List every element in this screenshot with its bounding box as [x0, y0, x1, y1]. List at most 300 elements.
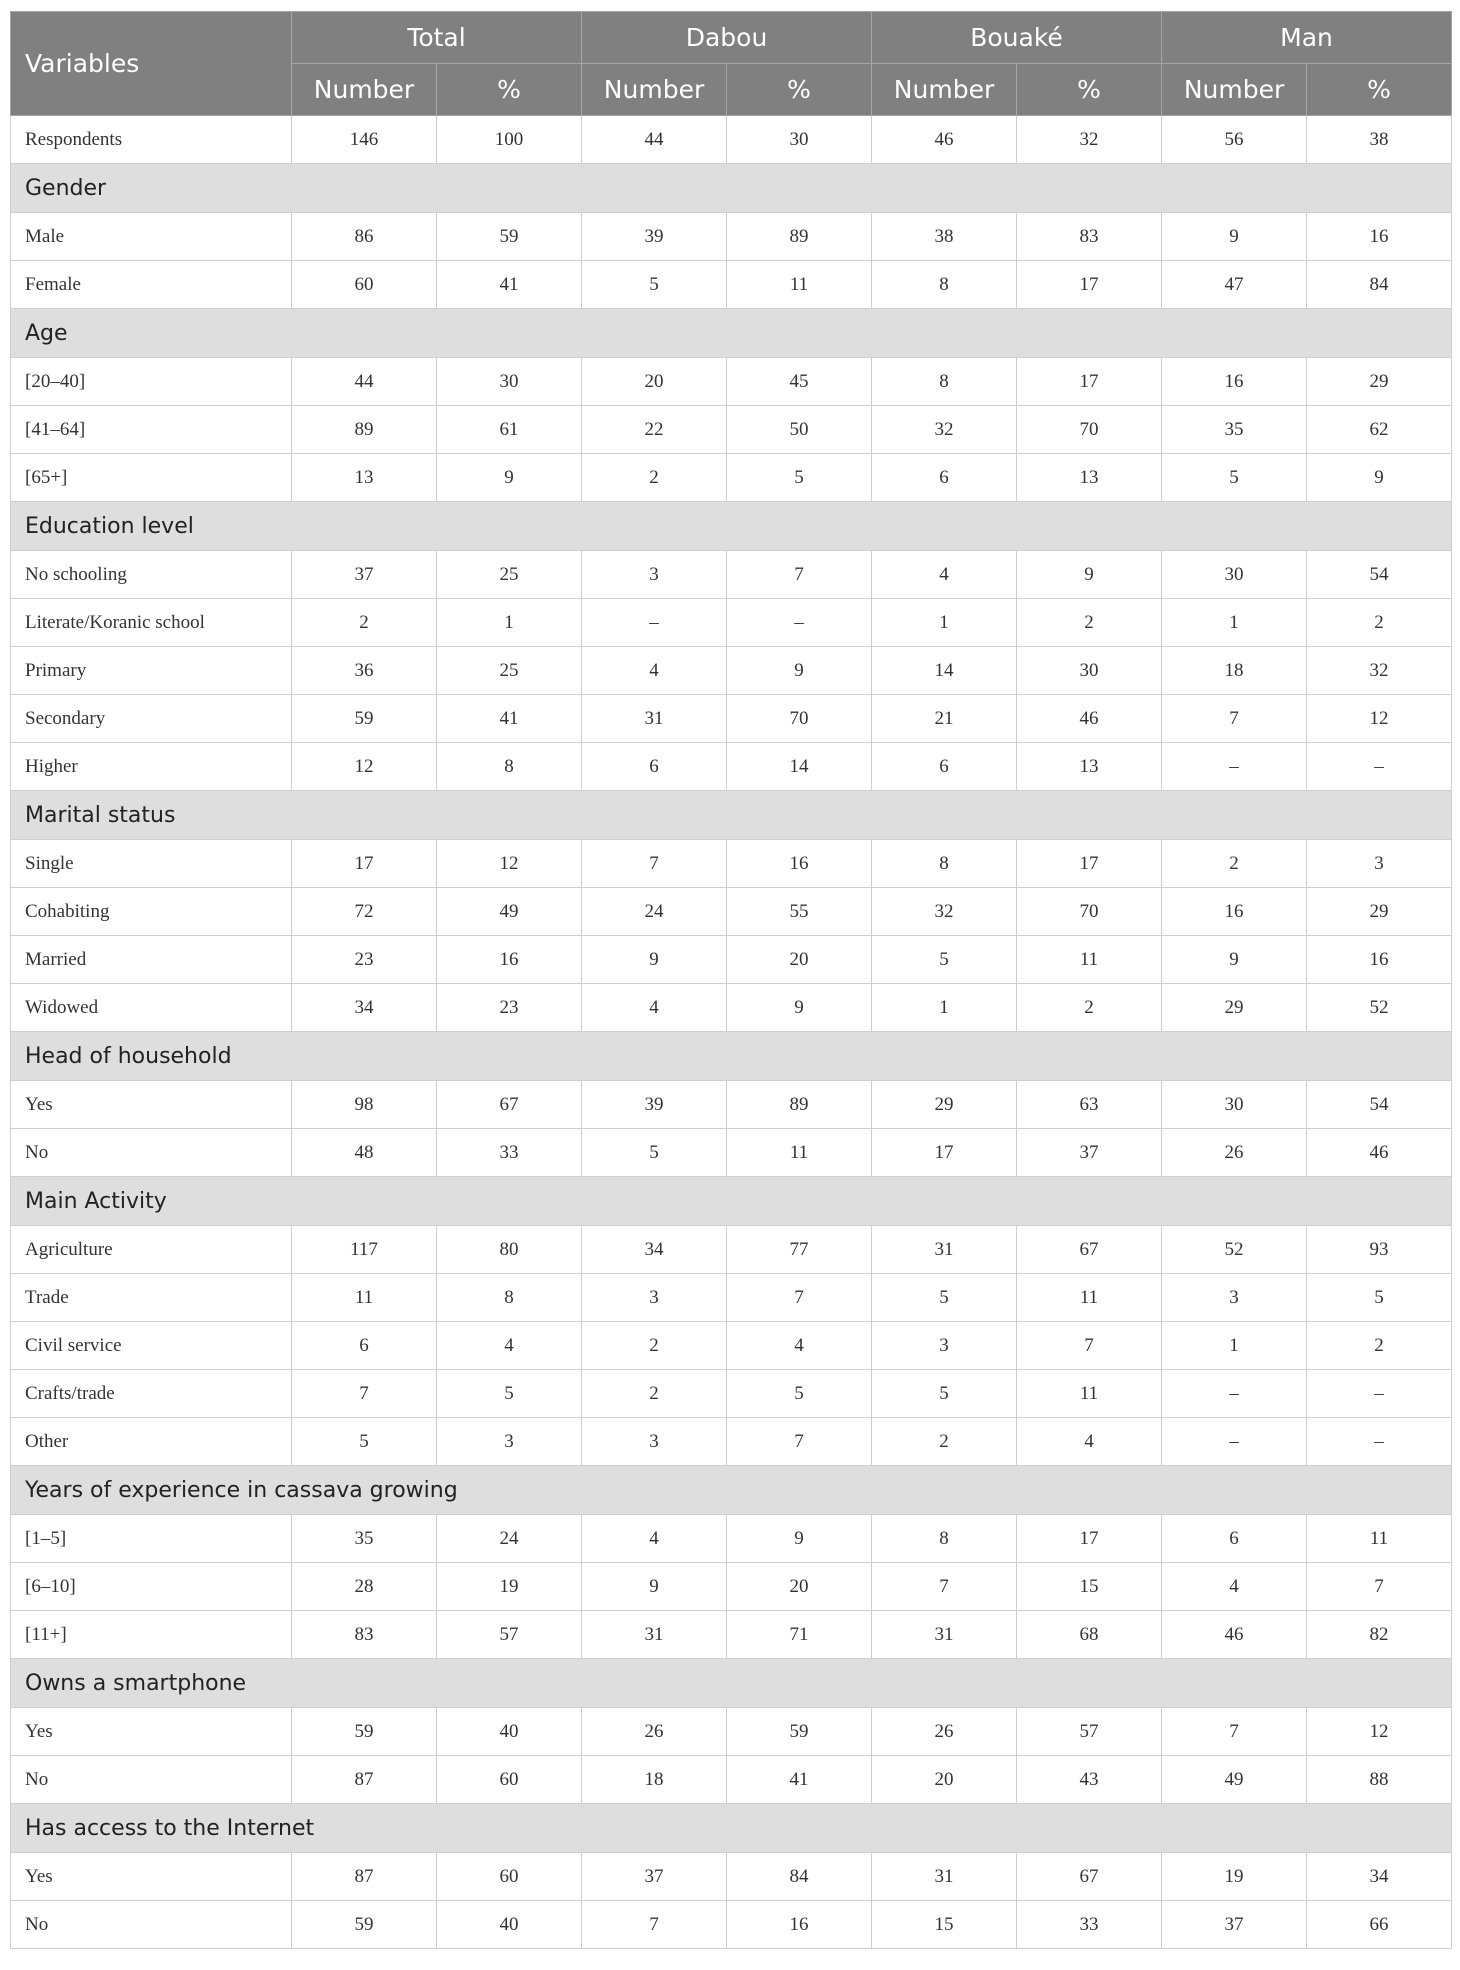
cell-number: 9 [1162, 936, 1307, 984]
cell-number: 39 [582, 1081, 727, 1129]
cell-percent: 68 [1017, 1611, 1162, 1659]
row-label: Yes [11, 1081, 292, 1129]
cell-percent: 54 [1307, 551, 1452, 599]
cell-number: 2 [582, 1370, 727, 1418]
cell-percent: 11 [727, 261, 872, 309]
cell-percent: 25 [437, 647, 582, 695]
cell-number: 16 [1162, 888, 1307, 936]
table-row [11, 1129, 1452, 1177]
table-row [11, 1563, 1452, 1611]
cell-percent: 70 [1017, 406, 1162, 454]
cell-percent: 9 [1017, 551, 1162, 599]
cell-percent: 4 [437, 1322, 582, 1370]
cell-number: 146 [292, 116, 437, 164]
cell-number: 20 [582, 358, 727, 406]
cell-number: 11 [292, 1274, 437, 1322]
cell-number: 4 [872, 551, 1017, 599]
cell-number: 8 [872, 261, 1017, 309]
cell-percent: 25 [437, 551, 582, 599]
cell-number: 6 [292, 1322, 437, 1370]
table-row [11, 599, 1452, 647]
cell-number: 29 [1162, 984, 1307, 1032]
cell-number: 9 [582, 936, 727, 984]
cell-number: 13 [292, 454, 437, 502]
group-header-row [11, 1032, 1452, 1081]
cell-number: 31 [872, 1853, 1017, 1901]
cell-number: 4 [582, 1515, 727, 1563]
row-label: Civil service [11, 1322, 292, 1370]
cell-number: 32 [872, 888, 1017, 936]
cell-number: 7 [1162, 695, 1307, 743]
cell-percent: 17 [1017, 1515, 1162, 1563]
table-row [11, 1081, 1452, 1129]
row-label: Literate/Koranic school [11, 599, 292, 647]
cell-percent: 17 [1017, 840, 1162, 888]
cell-percent: 3 [1307, 840, 1452, 888]
cell-percent: 40 [437, 1901, 582, 1949]
cell-number: 23 [292, 936, 437, 984]
group-header-row [11, 791, 1452, 840]
cell-number: 87 [292, 1853, 437, 1901]
group-label: Has access to the Internet [11, 1804, 1452, 1853]
cell-number: 5 [582, 1129, 727, 1177]
table-row [11, 840, 1452, 888]
cell-number: 6 [872, 454, 1017, 502]
table-row [11, 1370, 1452, 1418]
row-label: Secondary [11, 695, 292, 743]
cell-percent: 16 [437, 936, 582, 984]
cell-number: 28 [292, 1563, 437, 1611]
table-row [11, 213, 1452, 261]
cell-number: 6 [872, 743, 1017, 791]
cell-percent: – [1307, 1370, 1452, 1418]
cell-number: – [582, 599, 727, 647]
cell-percent: 70 [1017, 888, 1162, 936]
cell-number: 31 [872, 1611, 1017, 1659]
cell-number: 32 [872, 406, 1017, 454]
row-label: [41–64] [11, 406, 292, 454]
row-label: Single [11, 840, 292, 888]
table-row [11, 454, 1452, 502]
cell-percent: 83 [1017, 213, 1162, 261]
row-label: Crafts/trade [11, 1370, 292, 1418]
cell-percent: 17 [1017, 261, 1162, 309]
cell-number: 8 [872, 1515, 1017, 1563]
row-label: Widowed [11, 984, 292, 1032]
row-label: Male [11, 213, 292, 261]
cell-percent: 59 [727, 1708, 872, 1756]
cell-number: 26 [872, 1708, 1017, 1756]
cell-percent: 30 [727, 116, 872, 164]
table-row [11, 647, 1452, 695]
cell-percent: 8 [437, 1274, 582, 1322]
cell-percent: 34 [1307, 1853, 1452, 1901]
cell-number: 31 [582, 1611, 727, 1659]
cell-percent: 60 [437, 1756, 582, 1804]
cell-number: 2 [582, 1322, 727, 1370]
cell-number: 46 [872, 116, 1017, 164]
cell-number: 7 [582, 840, 727, 888]
cell-percent: 12 [1307, 1708, 1452, 1756]
cell-percent: 32 [1017, 116, 1162, 164]
cell-number: 36 [292, 647, 437, 695]
cell-percent: 16 [727, 840, 872, 888]
table-row [11, 1708, 1452, 1756]
cell-percent: 20 [727, 936, 872, 984]
cell-number: 14 [872, 647, 1017, 695]
row-label: Cohabiting [11, 888, 292, 936]
cell-percent: 88 [1307, 1756, 1452, 1804]
cell-number: 5 [582, 261, 727, 309]
cell-number: 39 [582, 213, 727, 261]
cell-number: 17 [872, 1129, 1017, 1177]
cell-number: 12 [292, 743, 437, 791]
cell-number: 26 [1162, 1129, 1307, 1177]
cell-number: 87 [292, 1756, 437, 1804]
cell-percent: 7 [727, 551, 872, 599]
cell-number: 72 [292, 888, 437, 936]
cell-percent: 84 [1307, 261, 1452, 309]
cell-number: 4 [582, 647, 727, 695]
cell-number: 29 [872, 1081, 1017, 1129]
table-row [11, 1274, 1452, 1322]
row-label: [1–5] [11, 1515, 292, 1563]
cell-number: – [1162, 743, 1307, 791]
cell-number: 5 [1162, 454, 1307, 502]
cell-percent: 50 [727, 406, 872, 454]
table-row [11, 551, 1452, 599]
cell-number: 30 [1162, 551, 1307, 599]
row-label: Respondents [11, 116, 292, 164]
cell-percent: 11 [1017, 936, 1162, 984]
cell-number: 5 [872, 1274, 1017, 1322]
header-group-man: Man [1162, 12, 1452, 64]
cell-percent: 54 [1307, 1081, 1452, 1129]
cell-number: 31 [872, 1226, 1017, 1274]
cell-percent: 57 [437, 1611, 582, 1659]
cell-number: 2 [582, 454, 727, 502]
group-label: Gender [11, 164, 1452, 213]
row-label: [20–40] [11, 358, 292, 406]
cell-number: 15 [872, 1901, 1017, 1949]
cell-number: 17 [292, 840, 437, 888]
cell-percent: 89 [727, 213, 872, 261]
table-row [11, 1226, 1452, 1274]
cell-percent: 2 [1307, 1322, 1452, 1370]
group-header-row [11, 1804, 1452, 1853]
table-row [11, 888, 1452, 936]
table-row [11, 406, 1452, 454]
header-group-bouake: Bouaké [872, 12, 1162, 64]
cell-number: 44 [292, 358, 437, 406]
cell-percent: 67 [437, 1081, 582, 1129]
cell-number: 34 [582, 1226, 727, 1274]
row-label: No schooling [11, 551, 292, 599]
cell-percent: 59 [437, 213, 582, 261]
cell-percent: 9 [727, 984, 872, 1032]
cell-percent: 63 [1017, 1081, 1162, 1129]
group-header-row [11, 309, 1452, 358]
cell-percent: 70 [727, 695, 872, 743]
cell-percent: – [1307, 743, 1452, 791]
row-label: Higher [11, 743, 292, 791]
table-container [10, 11, 1451, 1949]
cell-percent: 46 [1307, 1129, 1452, 1177]
cell-number: 59 [292, 695, 437, 743]
table-row [11, 936, 1452, 984]
cell-number: 47 [1162, 261, 1307, 309]
group-label: Main Activity [11, 1177, 1452, 1226]
cell-number: 1 [872, 599, 1017, 647]
cell-percent: 71 [727, 1611, 872, 1659]
cell-percent: 14 [727, 743, 872, 791]
cell-percent: 66 [1307, 1901, 1452, 1949]
cell-percent: 57 [1017, 1708, 1162, 1756]
table-row [11, 695, 1452, 743]
cell-number: 48 [292, 1129, 437, 1177]
cell-number: 19 [1162, 1853, 1307, 1901]
header-percent: % [1017, 64, 1162, 116]
cell-percent: 52 [1307, 984, 1452, 1032]
cell-percent: – [727, 599, 872, 647]
cell-number: 89 [292, 406, 437, 454]
cell-percent: 41 [437, 261, 582, 309]
cell-number: 2 [1162, 840, 1307, 888]
cell-number: 37 [582, 1853, 727, 1901]
cell-number: – [1162, 1418, 1307, 1466]
cell-number: 60 [292, 261, 437, 309]
cell-percent: 17 [1017, 358, 1162, 406]
cell-number: 20 [872, 1756, 1017, 1804]
cell-percent: 30 [1017, 647, 1162, 695]
cell-number: 37 [1162, 1901, 1307, 1949]
cell-percent: 62 [1307, 406, 1452, 454]
cell-percent: 7 [727, 1418, 872, 1466]
cell-number: 9 [582, 1563, 727, 1611]
table-row [11, 1322, 1452, 1370]
cell-number: 46 [1162, 1611, 1307, 1659]
cell-number: 56 [1162, 116, 1307, 164]
cell-percent: 43 [1017, 1756, 1162, 1804]
header-row-groups [11, 12, 1452, 64]
group-label: Head of household [11, 1032, 1452, 1081]
cell-number: 38 [872, 213, 1017, 261]
cell-percent: 7 [1307, 1563, 1452, 1611]
cell-percent: 9 [727, 1515, 872, 1563]
cell-percent: 19 [437, 1563, 582, 1611]
cell-number: 24 [582, 888, 727, 936]
cell-percent: 3 [437, 1418, 582, 1466]
row-label: Primary [11, 647, 292, 695]
cell-percent: 37 [1017, 1129, 1162, 1177]
cell-percent: 29 [1307, 358, 1452, 406]
cell-number: 8 [872, 358, 1017, 406]
respondent-characteristics-table [10, 11, 1452, 1949]
header-group-total: Total [292, 12, 582, 64]
cell-percent: 40 [437, 1708, 582, 1756]
cell-percent: 29 [1307, 888, 1452, 936]
cell-percent: 12 [1307, 695, 1452, 743]
cell-number: 31 [582, 695, 727, 743]
cell-percent: 61 [437, 406, 582, 454]
cell-percent: 23 [437, 984, 582, 1032]
group-header-row [11, 164, 1452, 213]
cell-percent: 82 [1307, 1611, 1452, 1659]
header-percent: % [1307, 64, 1452, 116]
row-label: Trade [11, 1274, 292, 1322]
cell-number: 59 [292, 1901, 437, 1949]
cell-percent: 4 [727, 1322, 872, 1370]
header-percent: % [437, 64, 582, 116]
cell-number: 86 [292, 213, 437, 261]
table-body [11, 116, 1452, 1949]
cell-percent: 45 [727, 358, 872, 406]
table-row [11, 1756, 1452, 1804]
cell-number: 8 [872, 840, 1017, 888]
row-label: [11+] [11, 1611, 292, 1659]
cell-number: 52 [1162, 1226, 1307, 1274]
cell-number: 34 [292, 984, 437, 1032]
cell-number: – [1162, 1370, 1307, 1418]
cell-percent: 84 [727, 1853, 872, 1901]
cell-number: 7 [1162, 1708, 1307, 1756]
cell-percent: 49 [437, 888, 582, 936]
table-row [11, 358, 1452, 406]
cell-number: 4 [1162, 1563, 1307, 1611]
cell-percent: 9 [1307, 454, 1452, 502]
group-label: Marital status [11, 791, 1452, 840]
cell-number: 7 [582, 1901, 727, 1949]
cell-number: 59 [292, 1708, 437, 1756]
cell-percent: – [1307, 1418, 1452, 1466]
group-label: Years of experience in cassava growing [11, 1466, 1452, 1515]
cell-percent: 100 [437, 116, 582, 164]
row-label: Married [11, 936, 292, 984]
cell-percent: 89 [727, 1081, 872, 1129]
cell-number: 83 [292, 1611, 437, 1659]
cell-percent: 7 [1017, 1322, 1162, 1370]
cell-number: 22 [582, 406, 727, 454]
cell-number: 9 [1162, 213, 1307, 261]
cell-percent: 41 [437, 695, 582, 743]
cell-number: 3 [582, 1418, 727, 1466]
cell-percent: 5 [727, 1370, 872, 1418]
cell-percent: 5 [1307, 1274, 1452, 1322]
cell-percent: 55 [727, 888, 872, 936]
table-row [11, 116, 1452, 164]
cell-number: 3 [582, 551, 727, 599]
cell-number: 1 [872, 984, 1017, 1032]
cell-percent: 93 [1307, 1226, 1452, 1274]
cell-percent: 60 [437, 1853, 582, 1901]
group-label: Owns a smartphone [11, 1659, 1452, 1708]
row-label: Yes [11, 1853, 292, 1901]
cell-number: 1 [1162, 1322, 1307, 1370]
cell-number: 5 [872, 1370, 1017, 1418]
header-number: Number [582, 64, 727, 116]
cell-number: 49 [1162, 1756, 1307, 1804]
cell-percent: 77 [727, 1226, 872, 1274]
row-label: Agriculture [11, 1226, 292, 1274]
cell-percent: 16 [1307, 936, 1452, 984]
cell-percent: 9 [437, 454, 582, 502]
cell-number: 3 [582, 1274, 727, 1322]
row-label: Yes [11, 1708, 292, 1756]
cell-percent: 7 [727, 1274, 872, 1322]
table-row [11, 984, 1452, 1032]
group-header-row [11, 502, 1452, 551]
cell-number: 35 [1162, 406, 1307, 454]
cell-percent: 5 [437, 1370, 582, 1418]
row-label: No [11, 1901, 292, 1949]
table-row [11, 743, 1452, 791]
table-row [11, 1901, 1452, 1949]
row-label: No [11, 1756, 292, 1804]
table-row [11, 1515, 1452, 1563]
cell-percent: 20 [727, 1563, 872, 1611]
cell-percent: 67 [1017, 1226, 1162, 1274]
group-label: Age [11, 309, 1452, 358]
cell-percent: 1 [437, 599, 582, 647]
cell-number: 2 [872, 1418, 1017, 1466]
cell-number: 7 [292, 1370, 437, 1418]
cell-number: 35 [292, 1515, 437, 1563]
group-header-row [11, 1177, 1452, 1226]
cell-number: 21 [872, 695, 1017, 743]
header-number: Number [1162, 64, 1307, 116]
cell-number: 18 [1162, 647, 1307, 695]
cell-percent: 16 [727, 1901, 872, 1949]
cell-number: 18 [582, 1756, 727, 1804]
cell-number: 6 [582, 743, 727, 791]
group-header-row [11, 1659, 1452, 1708]
cell-percent: 5 [727, 454, 872, 502]
cell-percent: 11 [727, 1129, 872, 1177]
cell-percent: 12 [437, 840, 582, 888]
header-group-dabou: Dabou [582, 12, 872, 64]
header-variables: Variables [11, 12, 292, 116]
row-label: No [11, 1129, 292, 1177]
cell-number: 1 [1162, 599, 1307, 647]
cell-percent: 15 [1017, 1563, 1162, 1611]
cell-percent: 32 [1307, 647, 1452, 695]
cell-number: 3 [1162, 1274, 1307, 1322]
header-number: Number [292, 64, 437, 116]
cell-percent: 46 [1017, 695, 1162, 743]
cell-percent: 33 [437, 1129, 582, 1177]
header-number: Number [872, 64, 1017, 116]
cell-number: 16 [1162, 358, 1307, 406]
cell-percent: 80 [437, 1226, 582, 1274]
cell-percent: 13 [1017, 743, 1162, 791]
cell-percent: 13 [1017, 454, 1162, 502]
cell-percent: 11 [1017, 1370, 1162, 1418]
table-row [11, 1853, 1452, 1901]
cell-percent: 67 [1017, 1853, 1162, 1901]
cell-number: 2 [292, 599, 437, 647]
group-header-row [11, 1466, 1452, 1515]
cell-percent: 16 [1307, 213, 1452, 261]
cell-percent: 24 [437, 1515, 582, 1563]
cell-number: 5 [292, 1418, 437, 1466]
cell-percent: 2 [1017, 984, 1162, 1032]
cell-number: 7 [872, 1563, 1017, 1611]
cell-percent: 38 [1307, 116, 1452, 164]
cell-percent: 2 [1017, 599, 1162, 647]
cell-number: 117 [292, 1226, 437, 1274]
cell-number: 44 [582, 116, 727, 164]
table-header [11, 12, 1452, 116]
